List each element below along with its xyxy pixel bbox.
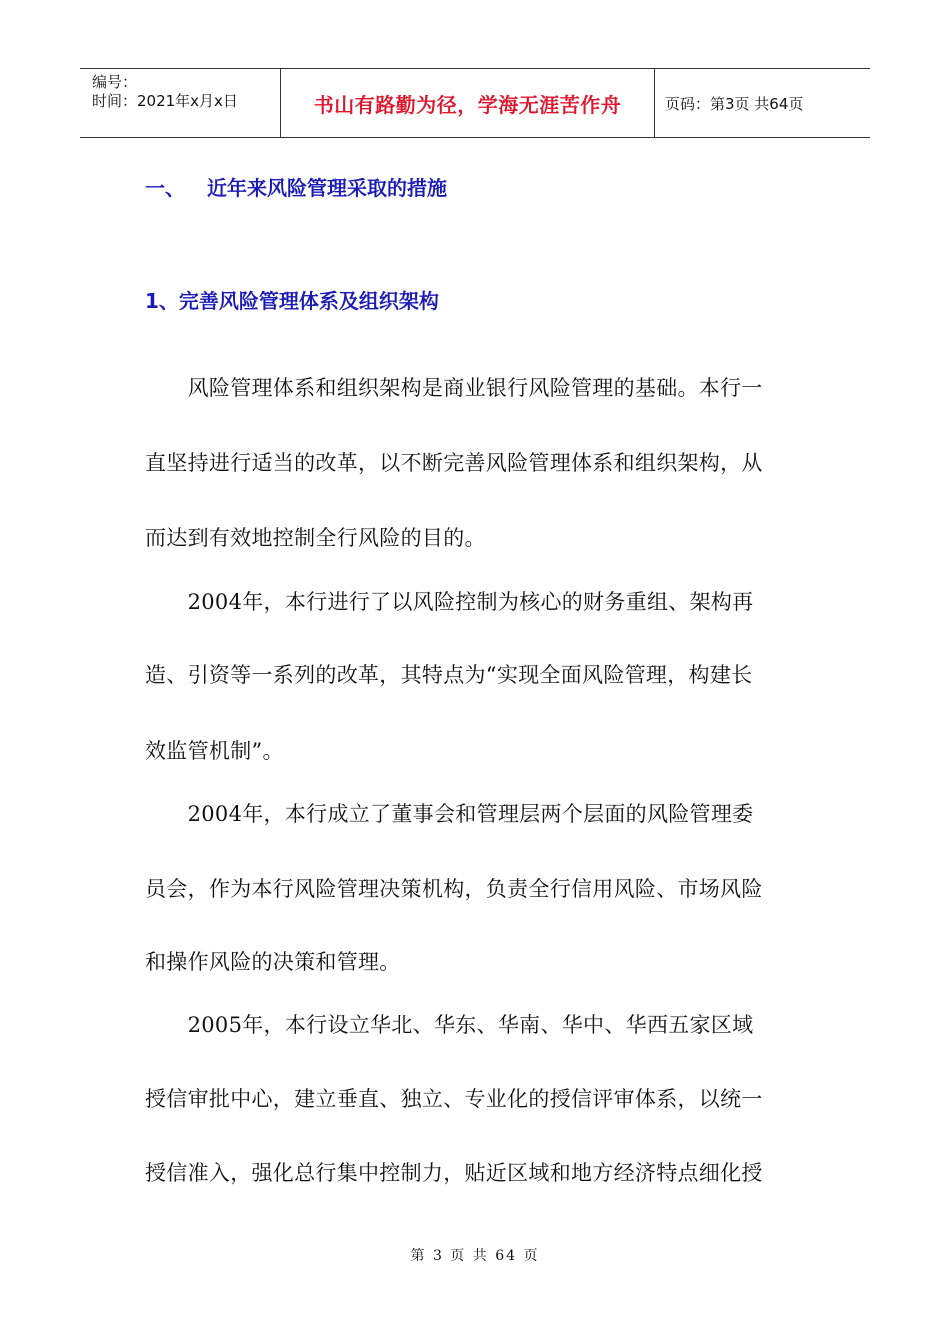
page-footer: 第 3 页 共 64 页 <box>410 1248 540 1264</box>
body-line: 2005年，本行设立华北、华东、华南、华中、华西五家区域 <box>145 1013 754 1037</box>
body-line: 造、引资等一系列的改革，其特点为“实现全面风险管理，构建长 <box>145 663 753 687</box>
header-page-info: 页码：第3页 共64页 <box>665 94 804 113</box>
body-line: 2004年，本行进行了以风险控制为核心的财务重组、架构再 <box>145 590 754 614</box>
body-line: 效监管机制”。 <box>145 739 284 763</box>
body-line: 2004年，本行成立了董事会和管理层两个层面的风险管理委 <box>145 802 754 826</box>
body-line: 风险管理体系和组织架构是商业银行风险管理的基础。本行一 <box>145 376 763 400</box>
body-line: 直坚持进行适当的改革，以不断完善风险管理体系和组织架构，从 <box>145 451 763 475</box>
document-time: 时间：2021年x月x日 <box>92 92 238 110</box>
body-line: 授信准入，强化总行集中控制力，贴近区域和地方经济特点细化授 <box>145 1161 763 1185</box>
document-number-label: 编号： <box>92 73 138 91</box>
section-number: 一、 <box>145 176 185 200</box>
subsection-heading: 1、完善风险管理体系及组织架构 <box>145 289 439 313</box>
section-title: 近年来风险管理采取的措施 <box>207 176 447 200</box>
body-line: 员会，作为本行风险管理决策机构，负责全行信用风险、市场风险 <box>145 877 763 901</box>
page-header <box>80 68 870 138</box>
body-line: 和操作风险的决策和管理。 <box>145 950 401 974</box>
section-heading <box>145 172 447 201</box>
body-line: 授信审批中心，建立垂直、独立、专业化的授信评审体系，以统一 <box>145 1087 763 1111</box>
header-slogan: 书山有路勤为径，学海无涯苦作舟 <box>281 69 655 137</box>
body-line: 而达到有效地控制全行风险的目的。 <box>145 526 486 550</box>
header-meta <box>80 69 281 137</box>
